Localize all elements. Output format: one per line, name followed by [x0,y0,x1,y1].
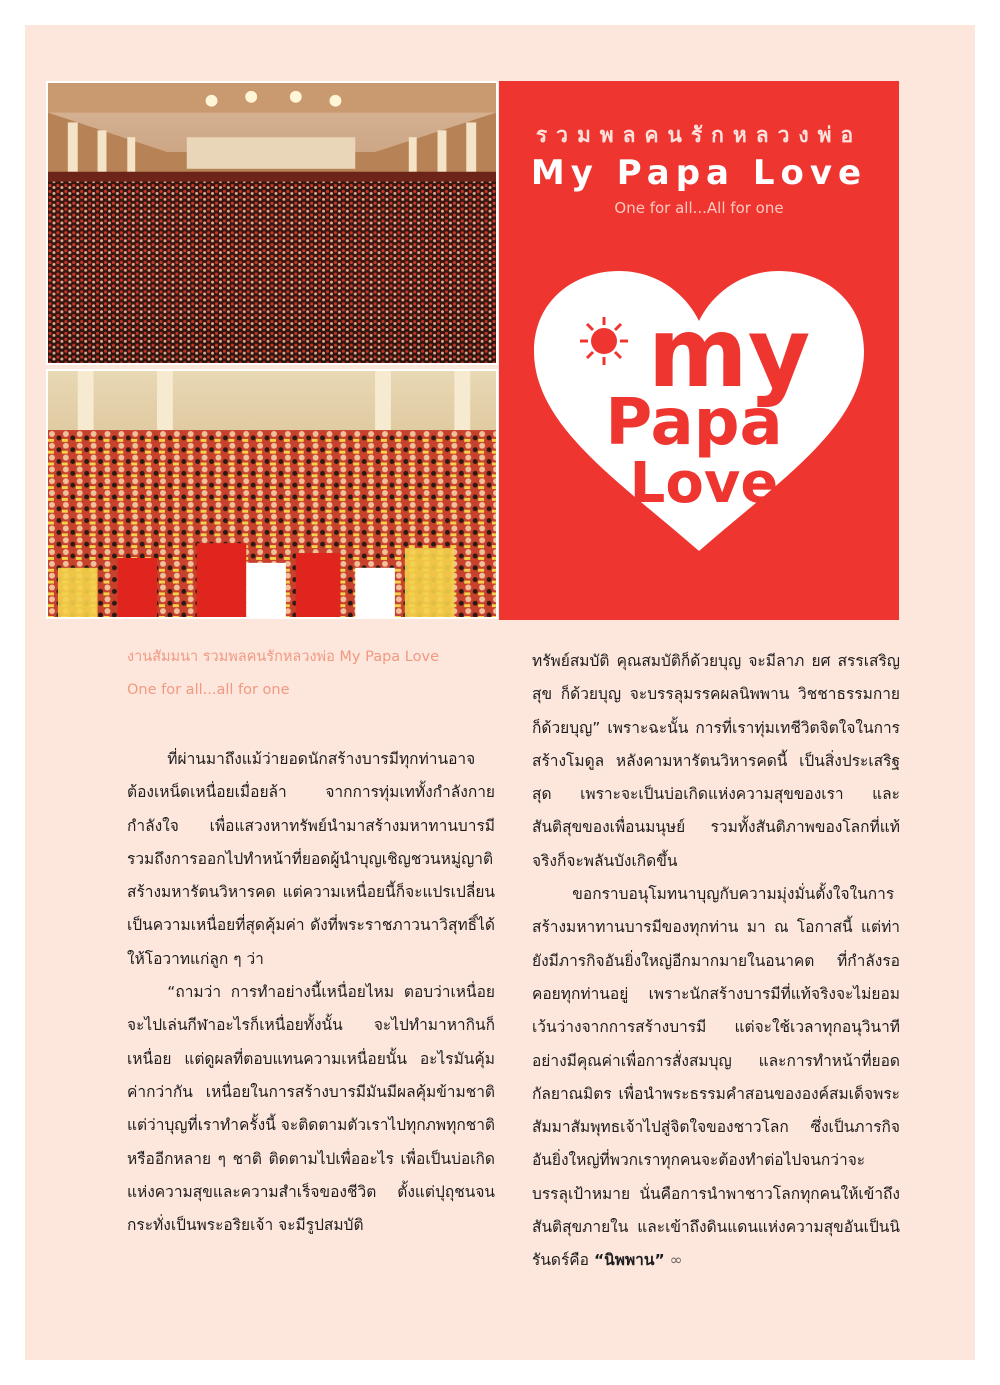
paragraph: ทรัพย์สมบัติ คุณสมบัติก็ด้วยบุญ จะมีลาภ ยศ สรรเสริญ สุข ก็ด้วยบุญ จะบรรลุมรรคผลนิพพาน วิชชาธรรมกาย ก็ด้วยบุญ” เพราะฉะนั้น การที่เราทุ่มเทชีวิตจิตใจในการสร้างโมดูล หลังคามหารัตนวิหารคดนี้ เป็นสิ่งประเสริฐสุด เพราะจะเป็นบ่อเกิดแห่งความสุขของเรา และสันติสุขของเพื่อนมนุษย์ รวมทั้งสันติภาพของโลกที่แท้จริงก็จะพลันบังเกิดขึ้น [532,652,900,870]
poster-title-thai: รวมพลคนรักหลวงพ่อ [535,123,863,147]
article-column-right [532,645,900,1278]
poster-tagline: One for all...All for one [614,199,784,217]
auditorium-illustration [48,83,496,363]
closing-text: ขอกราบอนุโมทนาบุญกับความมุ่งมั่นตั้งใจในการสร้างมหาทานบารมีของทุกท่าน มา ณ โอกาสนี้ แต่ท่ายังมีภารกิจอันยิ่งใหญ่อีกมากมายในอนาคต ที่กำลังรอคอยทุกท่านอยู่ เพราะนักสร้างบารมีที่แท้จริงจะไม่ยอมเว้นว่างจากการสร้างบารมี แต่จะใช้เวลาทุกอนุวินาทีอย่างมีคุณค่าเพื่อการสั่งสมบุญ และการทำหน้าที่ยอดกัลยาณมิตร เพื่อนำพระธรรมคำสอนขององค์สมเด็จพระสัมมาสัมพุทธเจ้าไปสู่จิตใจของชาวโลก ซึ่งเป็นภารกิจอันยิ่งใหญ่ที่พวกเราทุกคนจะต้องทำต่อไปจนกว่าจะบรรลุเป้าหมาย นั่นคือการนำพาชาวโลกทุกคนให้เข้าถึงสันติสุขภายใน และเข้าถึงดินแดนแห่งความสุขอันเป็นนิรันดร์คือ [532,885,900,1270]
poster-my-papa-love [499,81,899,620]
logo-word-love: Love [629,451,779,516]
heart-logo [529,266,869,556]
logo-word-papa: Papa [605,386,783,460]
logo-word-my: my [647,297,811,409]
caption-line-1: งานสัมมนา รวมพลคนรักหลวงพ่อ My Papa Love [127,649,439,665]
caption-line-2: One for all...all for one [127,682,290,698]
photo-auditorium-seminar [46,81,498,365]
page [25,25,975,1360]
poster-title-english: My Papa Love [530,153,868,193]
crowd-illustration [48,371,496,617]
photo-crowd-gesture [46,369,498,619]
paragraph-closing [532,878,900,1278]
photo-caption [127,641,527,707]
end-mark-icon: ∞ [669,1251,683,1270]
article-column-left [127,743,495,1242]
paragraph: ที่ผ่านมาถึงแม้ว่ายอดนักสร้างบารมีทุกท่านอาจต้องเหน็ดเหนื่อยเมื่อยล้า จากการทุ่มเททั้งกำลังกายกำลังใจ เพื่อแสวงหาทรัพย์นำมาสร้างมหาทานบารมี รวมถึงการออกไปทำหน้าที่ยอดผู้นำบุญเชิญชวนหมู่ญาติสร้างมหารัตนวิหารคด แต่ความเหนื่อยนี้ก็จะแปรเปลี่ยนเป็นความเหนื่อยที่สุดคุ้มค่า ดังที่พระราชภาวนาวิสุทธิ์ได้ให้โอวาทแก่ลูก ๆ ว่า [127,750,495,968]
nirvana-keyword: “นิพพาน” [593,1251,665,1270]
sun-icon [580,317,628,365]
paragraph-quote: “ถามว่า การทำอย่างนี้เหนื่อยไหม ตอบว่าเหนื่อย จะไปเล่นกีฬาอะไรก็เหนื่อยทั้งนั้น จะไปทำมาหากินก็เหนื่อย แต่ดูผลที่ตอบแทนความเหนื่อยนั้น อะไรมันคุ้มค่ากว่ากัน เหนื่อยในการสร้างบารมีมันมีผลคุ้มข้ามชาติ แต่ว่าบุญที่เราทำครั้งนี้ จะติดตามตัวเราไปทุกภพทุกชาติ หรืออีกหลาย ๆ ชาติ ติดตามไปเพื่ออะไร เพื่อเป็นบ่อเกิดแห่งความสุขและความสำเร็จของชีวิต ตั้งแต่ปุถุชนจนกระทั่งเป็นพระอริยเจ้า จะมีรูปสมบัติ [127,983,495,1235]
